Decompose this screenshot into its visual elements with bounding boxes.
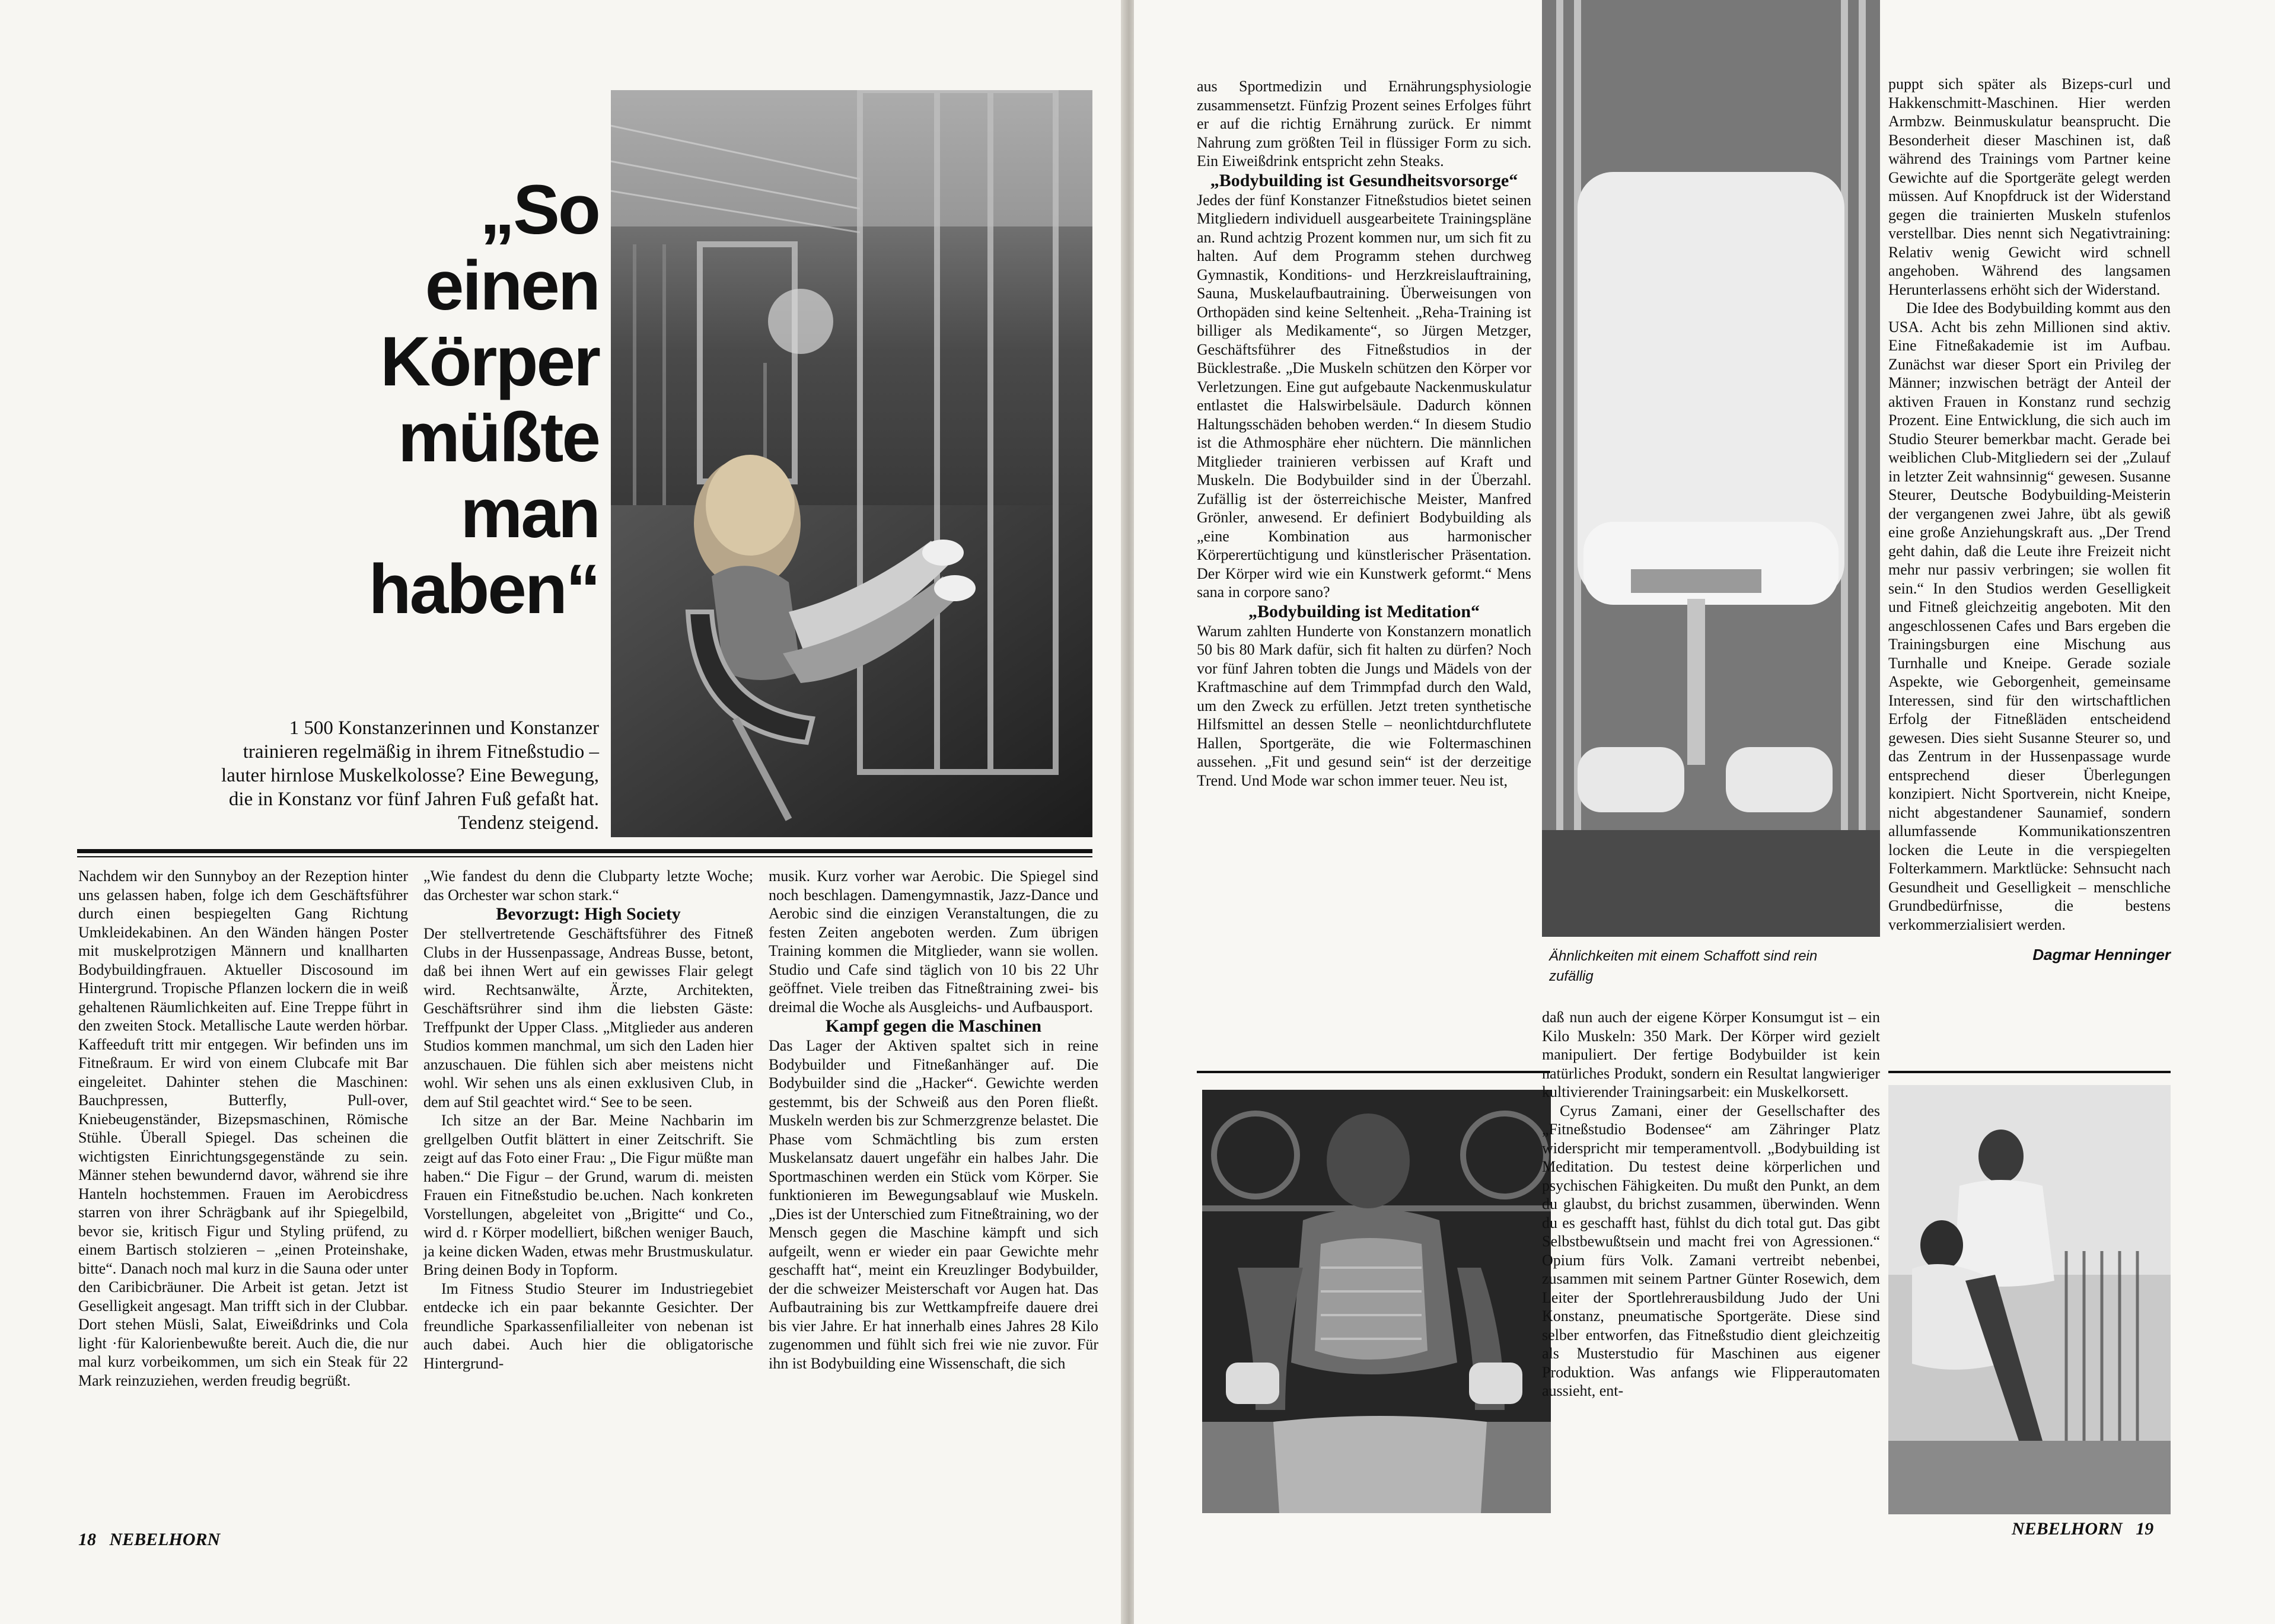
article-column-3 (769, 867, 1098, 1373)
bodybuilder-photo-drawing (1202, 1090, 1551, 1513)
paragraph: „Wie fandest du denn die Clubparty letzte Woche; das Orchester war schon stark.“ (423, 867, 753, 904)
paragraph: Der stellvertretende Geschäftsführer des Fitneß Clubs in der Hussenpassage, Andreas Busse, betont, daß bei ihnen Wert auf ein gewisses Flair gelegt wird. Rechtsanwälte, Ärzte, Architekten, Geschäftsrührer sind ihm die liebsten Gäste: Treffpunkt der Upper Class. „Mitglieder aus anderen Studios kommen manchmal, um sich den Laden hier anzuschauen. Die fühlen sich aber meistens nicht wohl. Wir sehen uns als einen exklusiven Club, in dem auf Stil geachtet wird.“ See to be seen. (423, 925, 753, 1111)
divider-rule (1197, 1071, 1550, 1073)
paragraph: Ich sitze an der Bar. Meine Nachbarin im grellgelben Outfit blättert in einer Zeitschrift. Sie zeigt auf das Foto einer Frau: „ Die Figur müßte man haben.“ Die Figur – der Grund, warum di. meisten Frauen ein Fitneßstudio be.uchen. Nach konkreten Vorstellungen, abgeleitet von „Brigitte“ und Co., wird d. r Körper modelliert, bißchen weniger Bauch, ja keine dicken Waden, etwas mehr Brustmuskulatur. Bring deinen Body in Topform. (423, 1112, 753, 1278)
article-column-1 (78, 867, 408, 1390)
paragraph: Nachdem wir den Sunnyboy an der Rezeption hinter uns gelassen haben, folge ich dem Geschäftsführer durch einen bespiegelten Gang Richtung Umkleidekabinen. An den Wänden hängen Poster mit muskelprotzigen Männern und knallharten Bodybuildingfrauen. Aktueller Discosound im Hintergrund. Tropische Pflanzen lockern die in weiß gehaltenen Räumlichkeiten auf. Eine Treppe führt in den zweiten Stock. Metallische Laute werden hörbar. Kaffeeduft tritt mir entgegen. Wir befinden uns im Fitneßraum. Er wird von einem Clubcafe mit Bar eingeleitet. Dahinter stehen die Maschinen: Bauchpressen, Butterfly, Pull-over, Kniebeugenständer, Bizepsmaschinen, Römische Stühle. Überall Spiegel. Das scheinen die wichtigsten Einrichtungsgegenstände zu sein. Männer stehen bewundernd davor, während sie ihre Hanteln hochstemmen. Frauen im Aerobicdress starren von ihrer Schrägbank auf ihr Spiegelbild, bevor sie, kritisch Figur und Styling prüfend, zu einem Bartisch stolzieren – „einen Proteinshake, bitte“. Danach noch mal kurz in die Sauna oder unter den Caribicbräuner. Die Arbeit ist getan. Jetzt ist Geselligkeit angesagt. Man trifft sich in der Clubbar. Dort stehen Müsli, Salat, Eiweißdrinks und Cola light ·für Kalorienbewußte bereit. Auch die, die nur mal kurz vorbeikommen, um sich ein Steak für 22 Mark reinzuziehen, werden freudig begrüßt. (78, 867, 408, 1389)
training-partners-photo-drawing (1888, 1085, 2171, 1514)
divider-rule (1888, 1071, 2171, 1073)
paragraph: Jedes der fünf Konstanzer Fitneßstudios bietet seinen Mitgliedern individuell ausgearbeitete Trainingspläne an. Rund achtzig Prozent kommen nur, um sich fit zu halten. Auf dem Programm stehen durchweg Gymnastik, Konditions- und Herzkreislauftraining, Sauna, Muskelaufbautraining. Überweisungen von Orthopäden sind keine Seltenheit. „Reha-Training ist billiger als Medikamente“, so Jürgen Metzger, Geschäftsführer des Fitneßstudios in der Bücklestraße. „Die Muskeln schützen den Körper vor Verletzungen. Eine gut aufgebaute Nackenmuskulatur entlastet die Halswirbelsäule. Dadurch können Haltungsschäden behoben werden.“ In diesem Studio ist die Athmosphäre eher nüchtern. Die männlichen Mitglieder trainieren verbissen auf Kraft und Muskeln. Die Bodybuilder sind in der Überzahl. Zufällig ist der österreichische Meister, Manfred Grönler, anwesend. Er definiert Bodybuilding als „eine Kombination aus harmonischer Körperertüchtigung und künstlerischer Präsentation. Der Körper wird wie ein Kunstwerk geformt.“ Mens sana in corpore sano? (1197, 191, 1531, 601)
headline-line: man (460, 474, 599, 553)
subheading: Kampf gegen die Maschinen (825, 1016, 1042, 1036)
subheading: Bevorzugt: High Society (496, 904, 681, 924)
article-column-2 (423, 867, 753, 1373)
machine-photo (1542, 0, 1880, 937)
training-partners-photo (1888, 1085, 2171, 1514)
intro-deck: 1 500 Konstanzerinnen und Konstanzer trainieren regelmäßig in ihrem Fitneßstudio – lauter hirnlose Muskelkolosse? Eine Bewegung, die in Konstanz vor fünf Jahren Fuß gefaßt hat. Tendenz steigend. (221, 717, 599, 834)
headline-line: „So (480, 171, 599, 249)
left-page (0, 0, 1127, 1624)
bodybuilder-photo (1202, 1090, 1551, 1513)
subheading: „Bodybuilding ist Meditation“ (1248, 601, 1480, 621)
photo-caption: Ähnlichkeiten mit einem Schaffott sind rein zufällig (1549, 948, 1818, 984)
article-column-2 (1542, 1008, 1880, 1400)
gym-photo-drawing (611, 90, 1092, 837)
divider-rule-thin (77, 856, 1092, 857)
paragraph: Cyrus Zamani, einer der Gesellschafter des „Fitneßstudio Bodensee“ am Zähringer Platz widerspricht mir temperamentvoll. „Bodybuilding ist Meditation. Du testest deine körperlichen und psychischen Fähigkeiten. Du mußt den Punkt, an dem du glaubst, du brichst zusammen, überwinden. Wenn du es geschafft hast, fühlst du dich total gut. Das gibt Selbstbewußtsein und macht frei von Agressionen.“ Opium fürs Volk. Zamani vertreibt nebenbei, zusammen mit seinem Partner Günter Rosewich, dem Leiter der Sportlehrerausbildung Judo der Uni Konstanz, pneumatische Sportgeräte. Diese sind selber entworfen, das Fitneßstudio dient gleichzeitig als Musterstudio für Maschinen aus eigener Produktion. Was anfangs wie Flipperautomaten aussieht, ent- (1542, 1102, 1880, 1399)
page-folio-left: 18 NEBELHORN (78, 1530, 221, 1549)
author-byline: Dagmar Henninger (2032, 946, 2171, 963)
paragraph: Im Fitness Studio Steurer im Industriegebiet entdecke ich ein paar bekannte Gesichter. Der freundliche Sparkassenfilialleiter von nebenan ist auch dabei. Auch hier die obligatorische Hintergrund- (423, 1280, 753, 1372)
paragraph: Die Idee des Bodybuilding kommt aus den USA. Acht bis zehn Millionen sind aktiv. Eine Fitneßakademie ist im Aufbau. Zunächst war dieser Sport ein Privileg der Männer; inzwischen beträgt der Anteil der aktiven Frauen in Konstanz rund sechzig Prozent. Eine Entwicklung, die sich auch im Studio Steurer bemerkbar macht. Gerade bei weiblichen Club-Mitgliedern sei der „Zulauf in letzter Zeit wahnsinnig“ gewesen. Susanne Steurer, Deutsche Bodybuilding-Meisterin der vergangenen zwei Jahre, übt als gewiß eine große Anziehungskraft aus. „Der Trend geht dahin, daß die Leute ihre Freizeit nicht mehr nur passiv verbringen; sie wollen fit sein.“ In den Studios werden Geselligkeit und Fitneß gleichzeitig angeboten. Mit den angeschlossenen Cafes und Bars ergeben die Trainingsburgen eine Mischung aus Turnhalle und Kneipe. Gerade soziale Aspekte, wie Geborgenheit, gemeinsame Interessen, sind für den wirtschaftlichen Erfolg der Fitneßläden entscheidend gewesen. Dies sieht Susanne Steurer so, und das Zentrum in der Hussenpassage wurde entsprechend dieser Überlegungen konzipiert. Nicht Sportverein, nicht Kneipe, nicht abgestandener Saunamief, sondern allumfassende Kommunikationszentren locken die Leute in die verspiegelten Folterkammern. Marktlücke: Sehnsucht nach Gesundheit und Geselligkeit – menschliche Grundbedürfnisse, die bestens verkommerzialisiert werden. (1888, 299, 2171, 933)
divider-rule (77, 849, 1092, 853)
gym-photo-woman-leg-press (611, 90, 1092, 837)
page-folio-right: NEBELHORN 19 (2012, 1519, 2154, 1539)
paragraph: daß nun auch der eigene Körper Konsumgut ist – ein Kilo Muskeln: 350 Mark. Der Körper wird gezielt manipuliert. Der fertige Bodybuilder ist kein natürliches Produkt, sondern ein Resultat langwieriger kultivierender Trainingsarbeit: ein Muskelkorsett. (1542, 1009, 1880, 1100)
machine-photo-drawing (1542, 0, 1880, 937)
right-page (1134, 0, 2275, 1624)
paragraph: puppt sich später als Bizeps-curl und Hakkenschmitt-Maschinen. Hier werden Armbzw. Beinmuskulatur beansprucht. Die Besonderheit dieser Maschinen ist, daß während des Trainings vom Partner keine Gewichte auf die Sportgeräte gelegt werden müssen. Auf Knopfdruck ist der Widerstand gegen die trainierten Muskeln stufenlos verstellbar. Dies nennt sich Negativtraining: Relativ wenig Gewicht wird schnell angehoben. Während des langsamen Herunterlassens erhöht sich der Widerstand. (1888, 75, 2171, 298)
headline-line: einen (425, 247, 599, 325)
article-column-3 (1888, 75, 2171, 965)
headline (332, 172, 599, 627)
headline-line: Körper (380, 323, 599, 401)
paragraph: Warum zahlten Hunderte von Konstanzern monatlich 50 bis 80 Mark dafür, sich fit halten zu dürfen? Noch vor fünf Jahren tobten die Jungs und Mädels von der Kraftmaschine auf dem Trimmpfad durch den Wald, um den Zweck zu erfüllen. Jetzt treten synthetische Hilfsmittel an dessen Stelle – neonlichtdurchflutete Hallen, Sportgeräte, die wie Foltermaschinen aussehen. „Fit und gesund sein“ ist der derzeitige Trend. Und Mode war schon immer teuer. Neu ist, (1197, 622, 1531, 789)
headline-line: müßte (398, 398, 599, 477)
paragraph: musik. Kurz vorher war Aerobic. Die Spiegel sind noch beschlagen. Damengymnastik, Jazz-Dance und Aerobic sind die einzigen Veranstaltungen, die zu festen Zeiten angeboten werden. Zum übrigen Training kommen die Mitglieder, wann sie wollen. Studio und Cafe sind täglich von 10 bis 22 Uhr geöffnet. Viele treiben das Fitneßtraining zwei- bis dreimal die Woche als Ausgleichs- und Aufbausport. (769, 867, 1098, 1016)
paragraph: aus Sportmedizin und Ernährungsphysiologie zusammensetzt. Fünfzig Prozent seines Erfolges führt er auf die richtig Ernährung zurück. Er nimmt Nahrung zum größten Teil in flüssiger Form zu sich. Ein Eiweißdrink entspricht zehn Steaks. (1197, 78, 1531, 170)
article-column-1 (1197, 77, 1531, 790)
headline-line: haben“ (368, 550, 599, 628)
paragraph: Das Lager der Aktiven spaltet sich in reine Bodybuilder und Fitneßanhänger auf. Die Bodybuilder sind die „Hacker“. Gewichte werden gestemmt, bis der Schweiß aus den Poren fließt. Muskeln werden bis zur Schmerzgrenze belastet. Die Phase vom Schmächtling bis zum ersten Muskelansatz dauert ungefähr ein halbes Jahr. Die Sportmaschinen werden ein Stück vom Körper. Sie funktionieren im Bewegungsablauf wie Muskeln. „Dies ist der Unterschied zum Fitneßtraining, wo der Mensch gegen die Maschine kämpft und sich aufgeilt, wenn er wieder ein paar Gewichte mehr geschafft hat“, meint ein Kreuzlinger Bodybuilder, der die schweizer Meisterschaft vor Augen hat. Das Aufbautraining bis zur Wettkampfreife dauere drei bis vier Jahre. Er hat innerhalb eines Jahres 28 Kilo zugenommen und fühlt sich frei wie nie zuvor. Für ihn ist Bodybuilding eine Wissenschaft, die sich (769, 1037, 1098, 1372)
subheading: „Bodybuilding ist Gesundheitsvorsorge“ (1210, 170, 1518, 190)
